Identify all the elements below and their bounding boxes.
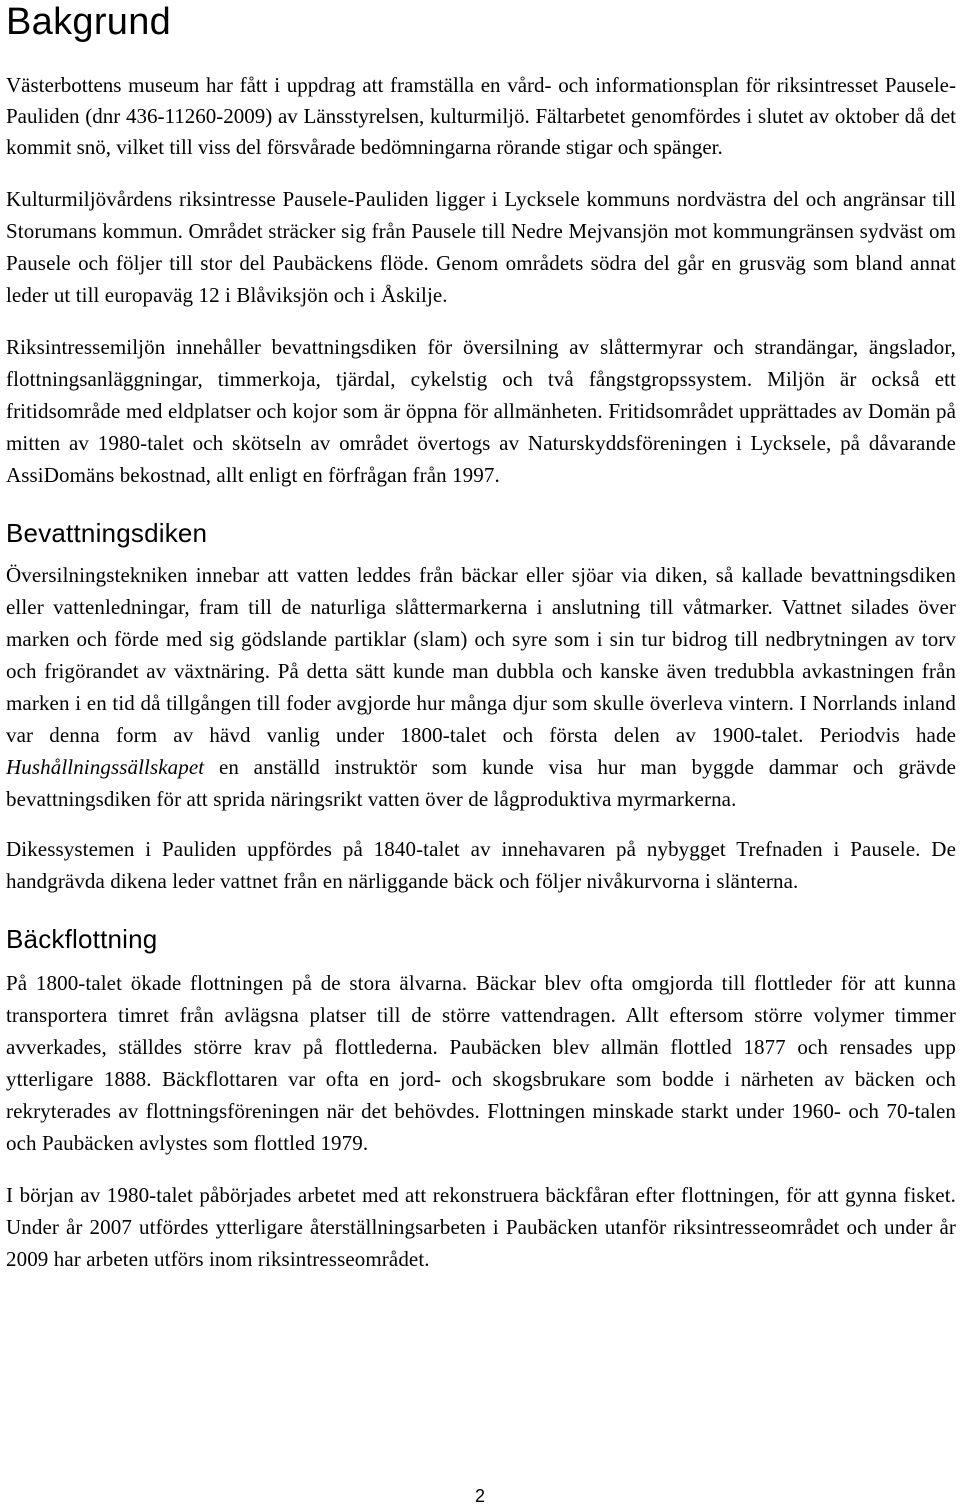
heading-bevattningsdiken: Bevattningsdiken xyxy=(6,518,208,548)
heading-bakgrund: Bakgrund xyxy=(6,1,172,43)
page-number: 2 xyxy=(474,1486,485,1506)
italic-organisation-name: Hushållningssällskapet xyxy=(6,755,205,779)
paragraph-bakgrund-1: Västerbottens museum har fått i uppdrag att framställa en vård- och informationsplan för riksintresset Pausele-Pauliden (dnr 436-11260-2009) av Länsstyrelsen, kulturmiljö. Fältarbetet genomfördes i slutet av oktober då det kommit snö, vilket till viss del försvårade bedömningarna rörande stigar och spänger. xyxy=(6,73,956,159)
paragraph-bevattningsdiken-1 xyxy=(6,559,956,815)
paragraph-bevattningsdiken-2: Dikessystemen i Pauliden uppfördes på 1840-talet av innehavaren på nybygget Trefnaden i Pausele. De handgrävda dikena leder vattnet från en närliggande bäck och följer nivåkurvorna i slänterna. xyxy=(6,837,956,893)
paragraph-bakgrund-3: Riksintressemiljön innehåller bevattningsdiken för översilning av slåttermyrar och strandängar, ängslador, flottningsanläggningar, timmerkoja, tjärdal, cykelstig och två fångstgropssystem. Miljön är också ett fritidsområde med eldplatser och kojor som är öppna för allmänheten. Fritidsområdet upprättades av Domän på mitten av 1980-talet och skötseln av området övertogs av Naturskyddsföreningen i Lycksele, på dåvarande AssiDomäns bekostnad, allt enligt en förfrågan från 1997. xyxy=(6,335,956,487)
heading-backflottning: Bäckflottning xyxy=(6,924,158,954)
paragraph-backflottning-2: I början av 1980-talet påbörjades arbetet med att rekonstruera bäckfåran efter flottningen, för att gynna fisket. Under år 2007 utfördes ytterligare återställningsarbeten i Paubäcken utanför riksintresseområdet och under år 2009 har arbeten utförs inom riksintresseområdet. xyxy=(6,1183,956,1271)
paragraph-text-after-italic: en anställd instruktör som kunde visa hur man byggde dammar och grävde bevattningsdiken för att sprida näringsrikt vatten över de lågproduktiva myrmarkerna. xyxy=(6,755,956,811)
document-page xyxy=(6,0,956,1275)
paragraph-backflottning-1: På 1800-talet ökade flottningen på de stora älvarna. Bäckar blev ofta omgjorda till flottleder för att kunna transportera timret från avlägsna platser till de större vattendragen. Allt eftersom större volymer timmer avverkades, ställdes större krav på flottlederna. Paubäcken blev allmän flottled 1877 och rensades upp ytterligare 1888. Bäckflottaren var ofta en jord- och skogsbrukare som bodde i närheten av bäcken och rekryterades av flottningsföreningen när det behövdes. Flottningen minskade starkt under 1960- och 70-talen och Paubäcken avlystes som flottled 1979. xyxy=(6,971,956,1155)
paragraph-text-before-italic: Översilningstekniken innebar att vatten leddes från bäckar eller sjöar via diken, så kallade bevattningsdiken eller vattenledningar, fram till de naturliga slåttermarkerna i anslutning till våtmarker. Vattnet silades över marken och förde med sig gödslande partiklar (slam) och syre som i sin tur bidrog till nedbrytningen av torv och frigörandet av växtnäring. På detta sätt kunde man dubbla och kanske även tredubbla avkastningen från marken i en tid då tillgången till foder avgjorde hur många djur som skulle överleva vintern. I Norrlands inland var denna form av hävd vanlig under 1800-talet och första delen av 1900-talet. Periodvis hade xyxy=(6,563,956,747)
paragraph-bakgrund-2: Kulturmiljövårdens riksintresse Pausele-Pauliden ligger i Lycksele kommuns nordvästra del och angränsar till Storumans kommun. Området sträcker sig från Pausele till Nedre Mejvansjön mot kommungränsen sydväst om Pausele och följer till stor del Paubäckens flöde. Genom områdets södra del går en grusväg som bland annat leder ut till europaväg 12 i Blåviksjön och i Åskilje. xyxy=(6,187,956,307)
